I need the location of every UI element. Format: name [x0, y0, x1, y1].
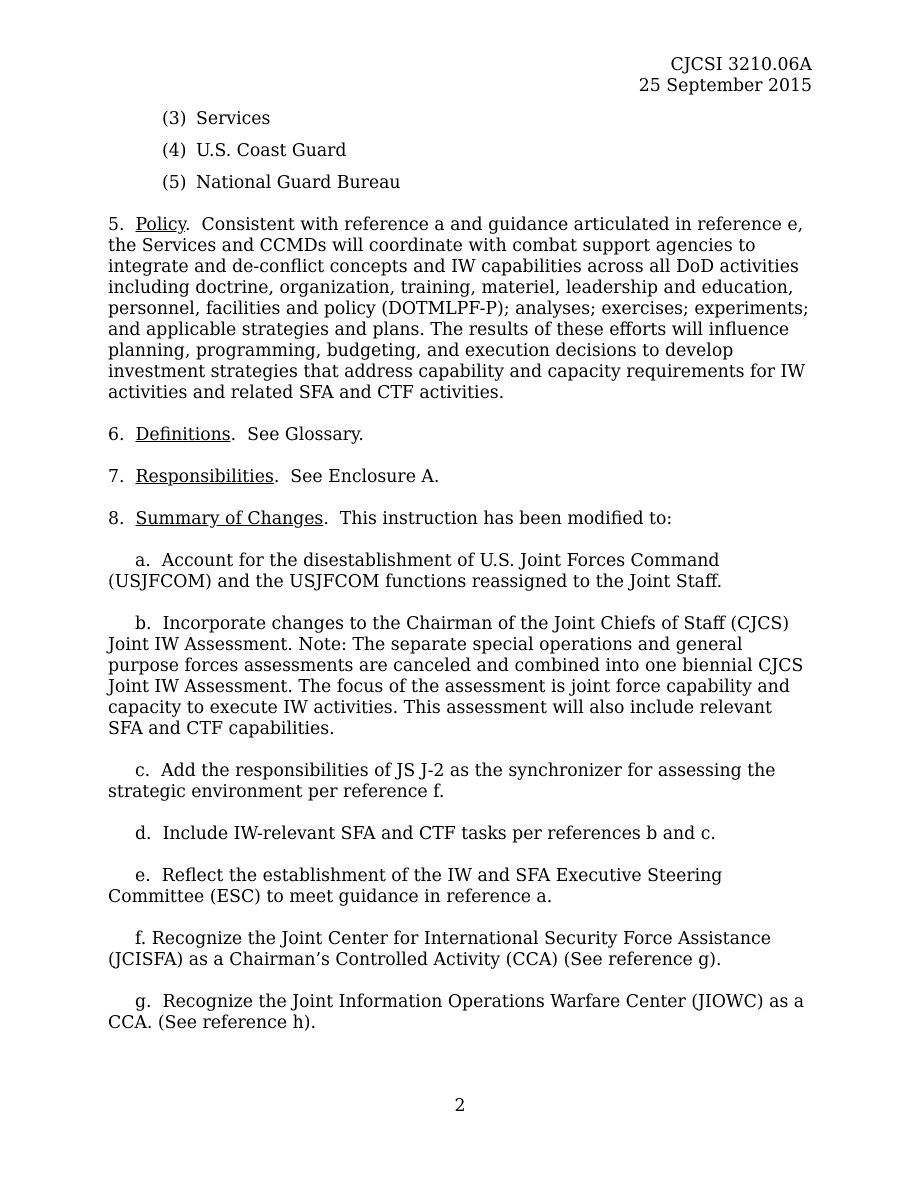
section-number: 8.	[108, 509, 125, 529]
summary-paragraph: 8. Summary of Changes. This instruction has been modified to:	[108, 509, 673, 529]
section-text: This instruction has been modified to:	[339, 509, 673, 529]
section-heading: Responsibilities	[135, 467, 274, 487]
list-item	[162, 109, 401, 130]
section-heading: Definitions	[135, 425, 231, 445]
change-letter: b.	[135, 614, 152, 634]
document-date: 25 September 2015	[638, 76, 812, 96]
page-number: 2	[454, 1096, 466, 1116]
change-letter: d.	[135, 824, 152, 844]
list-item	[162, 173, 401, 194]
section-text: Consistent with reference a and guidance articulated in reference e, the Services and CCMDs will coordinate with combat support agencies to integrate and de-conflict concepts and IW capabilities across all DoD activities including doctrine, organization, training, materiel, leadership and education, personnel, facilities and policy (DOTMLPF-P); analyses; exercises; experiments; and applicable strategies and plans. The results of these efforts will influence planning, programming, budgeting, and execution decisions to develop investment strategies that address capability and capacity requirements for IW activities and related SFA and CTF activities.	[108, 215, 809, 403]
change-letter: e.	[135, 866, 151, 886]
section-text: See Glossary.	[247, 425, 364, 445]
change-text: Recognize the Joint Information Operations Warfare Center (JIOWC) as a CCA. (See reference h).	[108, 992, 805, 1033]
section-text: See Enclosure A.	[290, 467, 440, 487]
change-text: Add the responsibilities of JS J-2 as the synchronizer for assessing the strategic environment per reference f.	[108, 761, 776, 802]
list-item-number: (3)	[162, 109, 187, 129]
change-text: Account for the disestablishment of U.S. Joint Forces Command (USJFCOM) and the USJFCOM functions reassigned to the Joint Staff.	[108, 551, 723, 592]
change-letter: f.	[135, 929, 147, 949]
change-letter: c.	[135, 761, 151, 781]
change-item	[108, 761, 812, 803]
section-number: 5.	[108, 215, 125, 235]
list-item-text: Services	[196, 109, 271, 129]
change-item	[108, 866, 812, 908]
change-letter: a.	[135, 551, 151, 571]
list-item	[162, 141, 401, 162]
document-id: CJCSI 3210.06A	[670, 55, 812, 75]
change-item	[108, 614, 812, 740]
organization-sublist	[162, 109, 401, 205]
section-number: 6.	[108, 425, 125, 445]
policy-paragraph: 5. Policy. Consistent with reference a and guidance articulated in reference e, the Services and CCMDs will coordinate with combat support agencies to integrate and de-conflict concepts and IW capabilities across all DoD activities including doctrine, organization, training, materiel, leadership and education, personnel, facilities and policy (DOTMLPF-P); analyses; exercises; experiments; and applicable strategies and plans. The results of these efforts will influence planning, programming, budgeting, and execution decisions to develop investment strategies that address capability and capacity requirements for IW activities and related SFA and CTF activities.	[108, 215, 809, 403]
page-header	[639, 55, 812, 97]
change-text: Incorporate changes to the Chairman of the Joint Chiefs of Staff (CJCS) Joint IW Assessment. Note: The separate special operations and general purpose forces assessments are canceled and combined into one biennial CJCS Joint IW Assessment. The focus of the assessment is joint force capability and capacity to execute IW activities. This assessment will also include relevant SFA and CTF capabilities.	[108, 614, 804, 739]
list-item-number: (5)	[162, 173, 187, 193]
list-item-text: U.S. Coast Guard	[196, 141, 347, 161]
list-item-number: (4)	[162, 141, 187, 161]
change-item	[108, 824, 812, 845]
section-number: 7.	[108, 467, 125, 487]
change-item	[108, 929, 812, 971]
change-item	[108, 551, 812, 593]
section-heading: Policy	[135, 215, 186, 235]
document-body	[108, 215, 812, 1055]
change-text: Reflect the establishment of the IW and SFA Executive Steering Committee (ESC) to meet guidance in reference a.	[108, 866, 723, 907]
change-text: Recognize the Joint Center for International Security Force Assistance (JCISFA) as a Chairman’s Controlled Activity (CCA) (See reference g).	[108, 929, 771, 970]
definitions-paragraph: 6. Definitions. See Glossary.	[108, 425, 364, 445]
change-letter: g.	[135, 992, 152, 1012]
list-item-text: National Guard Bureau	[196, 173, 401, 193]
change-text: Include IW-relevant SFA and CTF tasks per references b and c.	[162, 824, 716, 844]
responsibilities-paragraph: 7. Responsibilities. See Enclosure A.	[108, 467, 440, 487]
section-heading: Summary of Changes	[135, 509, 324, 529]
change-item	[108, 992, 812, 1034]
